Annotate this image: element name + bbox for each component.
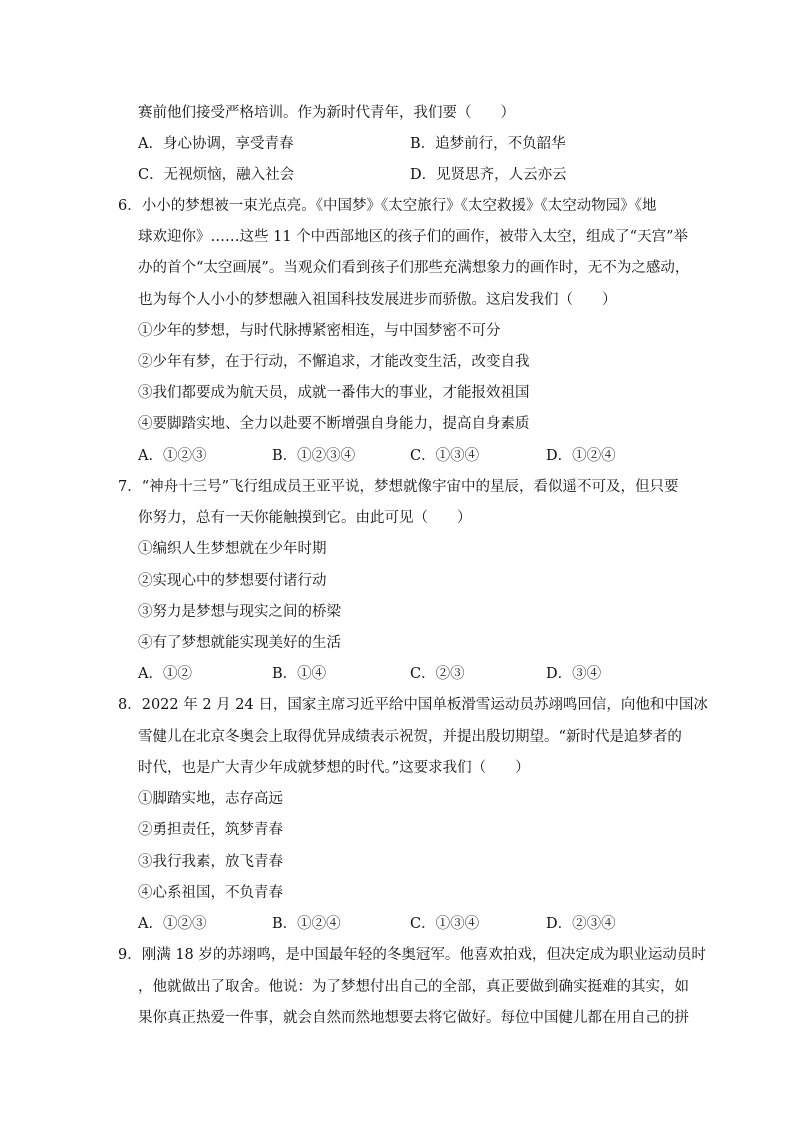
q8-options xyxy=(138,914,698,934)
q6-stem-line-2: 球欢迎你》……这些 11 个中西部地区的孩子们的画作，被带入太空，组成了“天宫”举 xyxy=(138,229,688,245)
q5-option-c[interactable]: C．无视烦恼，融入社会 xyxy=(138,167,295,183)
q7-option-c[interactable]: C．②③ xyxy=(410,666,465,682)
q6-stem-line-4: 也为每个人小小的梦想融入祖国科技发展进步而骄傲。这启发我们（ ） xyxy=(138,292,617,308)
q8-stem-line-1: 8．2022 年 2 月 24 日，国家主席习近平给中国单板滑雪运动员苏翊鸣回信，向他和中国冰 xyxy=(118,697,708,713)
q5-option-a[interactable]: A．身心协调，享受青春 xyxy=(138,136,294,152)
q7-statement-1: ①编织人生梦想就在少年时期 xyxy=(138,541,327,557)
q6-option-b[interactable]: B．①②③④ xyxy=(272,448,356,464)
q6-option-c[interactable]: C．①③④ xyxy=(410,448,480,464)
q5-option-d[interactable]: D．见贤思齐，人云亦云 xyxy=(410,167,567,183)
q9-stem-line-2: ，他就做出了取舍。他说：为了梦想付出自己的全部，真正要做到确实挺难的其实，如 xyxy=(138,979,689,995)
q7-statement-4: ④有了梦想就能实现美好的生活 xyxy=(138,635,341,651)
q6-statement-1: ①少年的梦想，与时代脉搏紧密相连，与中国梦密不可分 xyxy=(138,323,501,339)
q7-option-d[interactable]: D．③④ xyxy=(546,666,602,682)
q7-options xyxy=(138,664,698,684)
q8-option-b[interactable]: B．①②④ xyxy=(272,916,341,932)
q9-stem-line-1: 9．刚满 18 岁的苏翊鸣，是中国最年轻的冬奥冠军。他喜欢拍戏，但决定成为职业运动员时 xyxy=(118,947,706,963)
q6-option-d[interactable]: D．①②④ xyxy=(546,448,616,464)
q7-option-b[interactable]: B．①④ xyxy=(272,666,327,682)
q5-stem-tail: 赛前他们接受严格培训。作为新时代青年，我们要（ ） xyxy=(138,105,515,121)
q6-stem-line-3: 办的首个“太空画展”。当观众们看到孩子们那些充满想象力的画作时，无不为之感动， xyxy=(138,260,690,276)
q9-stem-line-3: 果你真正热爱一件事，就会自然而然地想要去将它做好。每位中国健儿都在用自己的拼 xyxy=(138,1010,689,1026)
q5-option-b[interactable]: B．追梦前行，不负韶华 xyxy=(410,136,566,152)
q7-option-a[interactable]: A．①② xyxy=(138,666,192,682)
q7-statement-2: ②实现心中的梦想要付诸行动 xyxy=(138,573,327,589)
q8-option-c[interactable]: C．①③④ xyxy=(410,916,480,932)
q6-stem-line-1: 6．小小的梦想被一束光点亮。《中国梦》《太空旅行》《太空救援》《太空动物园》《地 xyxy=(118,198,657,214)
q8-option-d[interactable]: D．②③④ xyxy=(546,916,616,932)
q7-statement-3: ③努力是梦想与现实之间的桥梁 xyxy=(138,604,341,620)
q8-option-a[interactable]: A．①②③ xyxy=(138,916,207,932)
q8-statement-3: ③我行我素，放飞青春 xyxy=(138,854,283,870)
q8-statement-2: ②勇担责任，筑梦青春 xyxy=(138,822,283,838)
q8-statement-4: ④心系祖国，不负青春 xyxy=(138,885,283,901)
q6-statement-2: ②少年有梦，在于行动，不懈追求，才能改变生活，改变自我 xyxy=(138,354,530,370)
q6-statement-4: ④要脚踏实地、全力以赴要不断增强自身能力，提高自身素质 xyxy=(138,416,530,432)
q7-stem-line-1: 7．“神舟十三号”飞行组成员王亚平说，梦想就像宇宙中的星辰，看似遥不可及，但只要 xyxy=(118,479,679,495)
q7-stem-line-2: 你努力，总有一天你能触摸到它。由此可见（ ） xyxy=(138,510,472,526)
q8-stem-line-3: 时代，也是广大青少年成就梦想的时代。”这要求我们（ ） xyxy=(138,760,530,776)
q6-options xyxy=(138,446,698,466)
q6-statement-3: ③我们都要成为航天员，成就一番伟大的事业，才能报效祖国 xyxy=(138,385,530,401)
q5-options-row2 xyxy=(138,165,698,185)
q8-stem-line-2: 雪健儿在北京冬奥会上取得优异成绩表示祝贺，并提出殷切期望。“新时代是追梦者的 xyxy=(138,729,682,745)
q5-options-row1 xyxy=(138,134,698,154)
q6-option-a[interactable]: A．①②③ xyxy=(138,448,207,464)
q8-statement-1: ①脚踏实地，志存高远 xyxy=(138,791,283,807)
